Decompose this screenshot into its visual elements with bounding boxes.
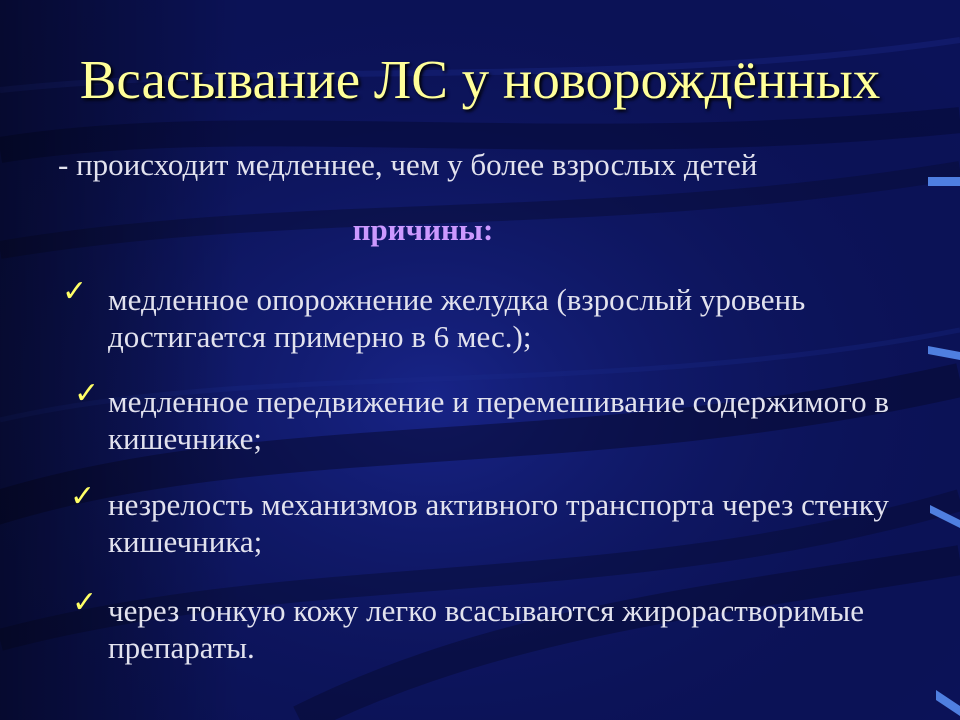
slide-subtitle: - происходит медленнее, чем у более взрослых детей: [58, 147, 758, 182]
list-item: [60, 376, 890, 457]
checkmark-icon: ✓: [72, 585, 98, 620]
list-item-text: медленное опорожнение желудка (взрослый уровень достигается примерно в 6 мес.);: [108, 282, 806, 354]
checkmark-icon: ✓: [74, 376, 100, 411]
list-item: [60, 274, 890, 355]
checkmark-icon: ✓: [62, 274, 88, 309]
reasons-heading: причины:: [352, 212, 494, 247]
list-item: [60, 479, 890, 560]
checkmark-icon: ✓: [70, 479, 96, 514]
list-item-text: медленное передвижение и перемешивание содержимого в кишечнике;: [108, 384, 890, 456]
list-item: [60, 585, 890, 666]
list-item-text: через тонкую кожу легко всасываются жирорастворимые препараты.: [108, 593, 864, 665]
slide-title: Всасывание ЛС у новорождённых: [79, 49, 881, 110]
list-item-text: незрелость механизмов активного транспорта через стенку кишечника;: [108, 487, 889, 559]
